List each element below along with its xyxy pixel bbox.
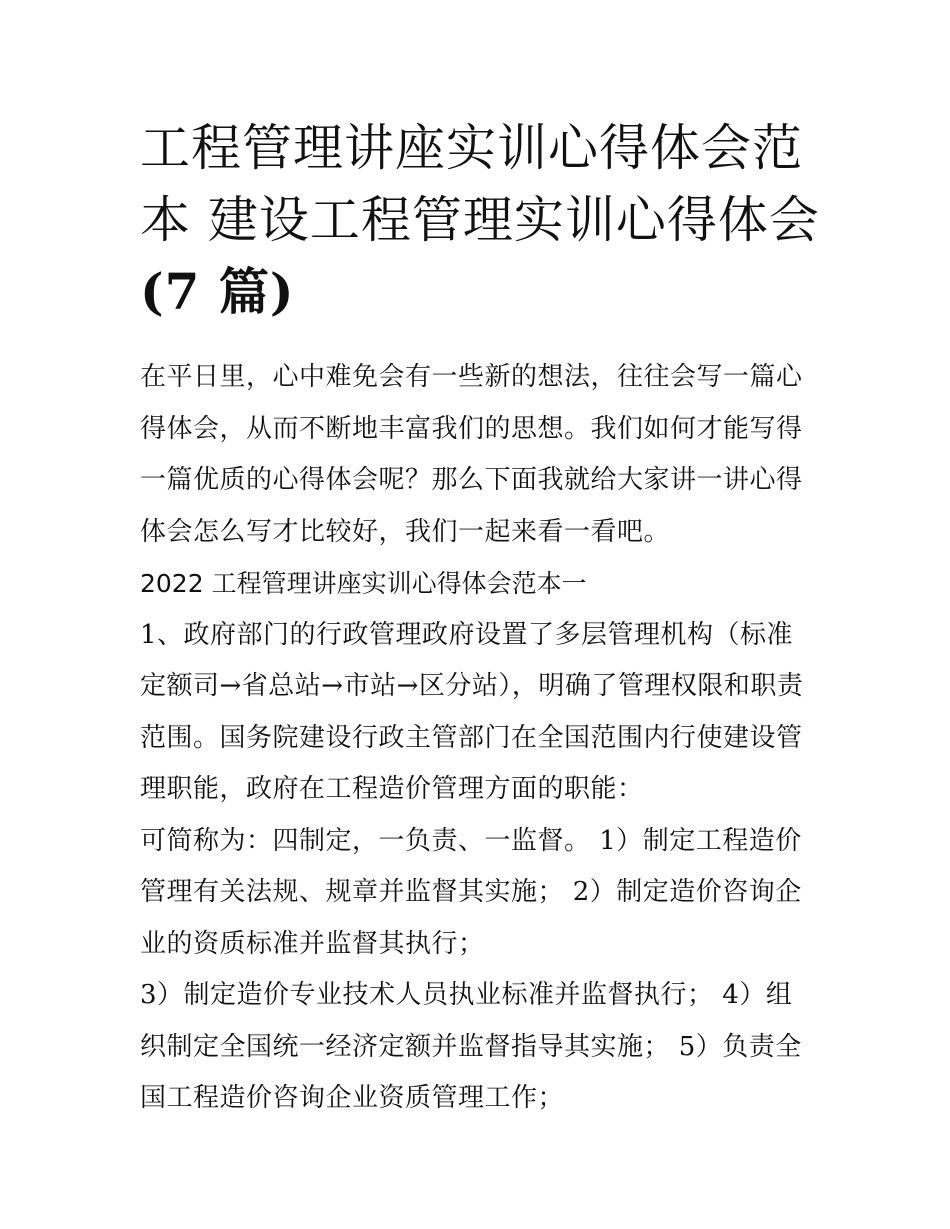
document-body bbox=[140, 352, 816, 1125]
intro-paragraph: 在平日里，心中难免会有一些新的想法，往往会写一篇心得体会，从而不断地丰富我们的思想。我们如何才能写得一篇优质的心得体会呢？那么下面我就给大家讲一讲心得体会怎么写才比较好，我们一起来看一看吧。 bbox=[140, 362, 803, 547]
title-line-2: 本 建设工程管理实训心得体会 bbox=[140, 191, 820, 249]
title-line-1: 工程管理讲座实训心得体会范 bbox=[140, 119, 803, 177]
body-paragraph-2: 可简称为：四制定，一负责、一监督。 1）制定工程造价管理有关法规、规章并监督其实施； 2）制定造价咨询企业的资质标准并监督其执行； bbox=[140, 825, 802, 959]
body-paragraph-1: 1、政府部门的行政管理政府设置了多层管理机构（标准定额司→省总站→市站→区分站），明确了管理权限和职责范围。国务院建设行政主管部门在全国范围内行使建设管理职能，政府在工程造价管理方面的职能： bbox=[140, 619, 804, 804]
title-line-3: (7 篇) bbox=[140, 262, 295, 321]
body-paragraph-3: 3）制定造价专业技术人员执业标准并监督执行； 4）组织制定全国统一经济定额并监督指导其实施； 5）负责全国工程造价咨询企业资质管理工作； bbox=[140, 980, 802, 1113]
section-heading: 2022 工程管理讲座实训心得体会范本一 bbox=[140, 569, 587, 598]
document-title bbox=[140, 112, 820, 328]
